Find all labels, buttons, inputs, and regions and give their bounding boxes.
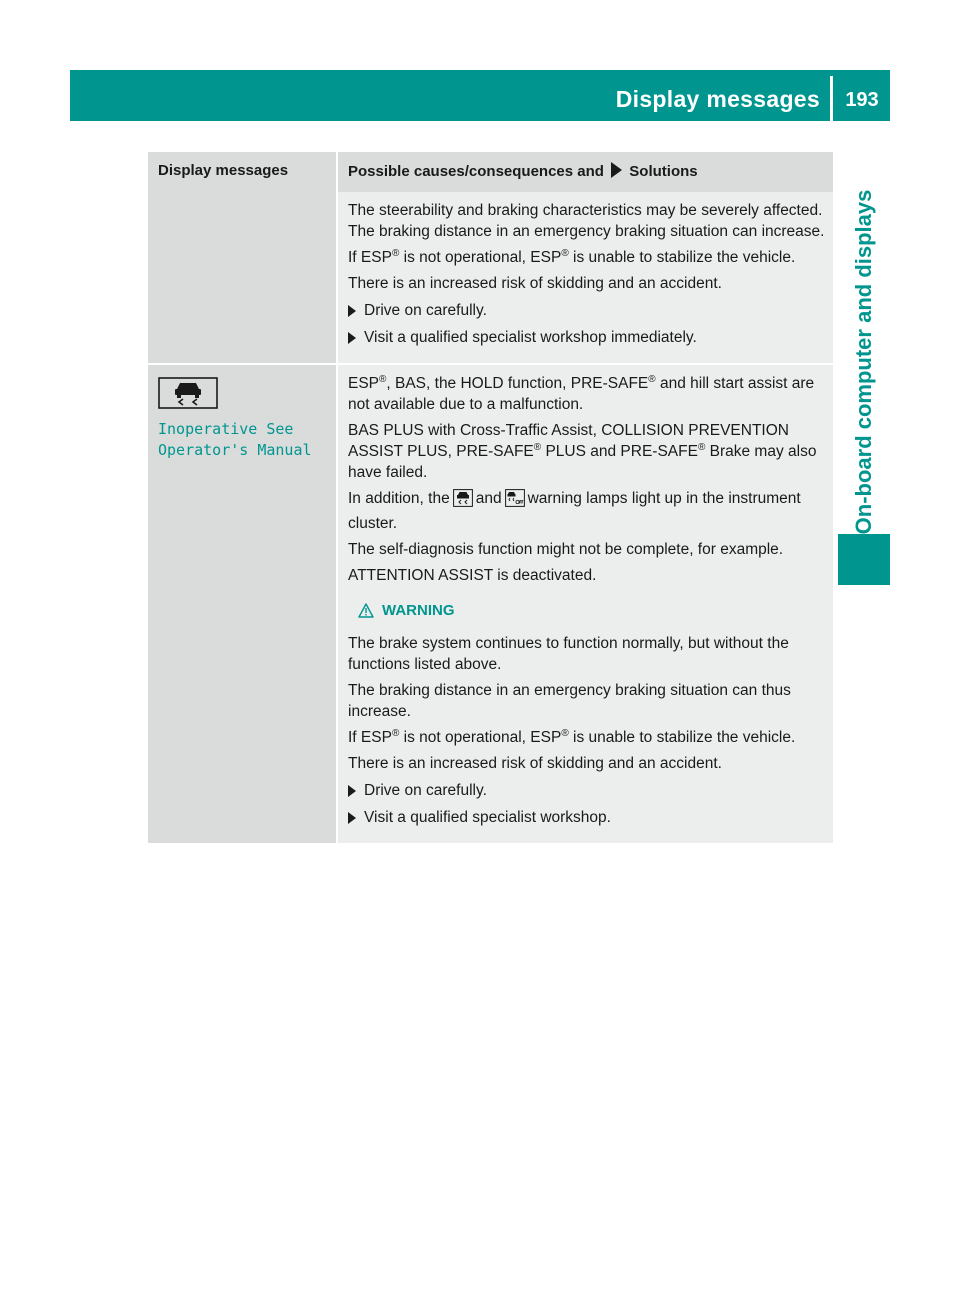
page-title: Display messages (615, 86, 820, 112)
column-header-display-messages: Display messages (148, 152, 336, 192)
arrow-right-icon (611, 162, 622, 178)
side-tab (838, 140, 890, 585)
side-tab-label: On-board computer and displays (851, 189, 876, 535)
column-header-solutions: Solutions (629, 163, 698, 180)
solution-step: Visit a qualified specialist workshop immediately. (348, 327, 829, 348)
paragraph: The braking distance in an emergency braking situation can thus increase. (348, 682, 791, 720)
column-header-causes (336, 152, 833, 192)
arrow-right-icon (348, 785, 356, 797)
causes-cell (336, 192, 833, 365)
paragraph: BAS PLUS with Cross-Traffic Assist, COLLISION PREVENTION ASSIST PLUS, PRE-SAFE® PLUS and PRE-SAFE® Brake may also have failed. (348, 422, 817, 481)
column-header-causes-prefix: Possible causes/consequences and (348, 163, 604, 180)
paragraph: If ESP® is not operational, ESP® is unable to stabilize the vehicle. (348, 247, 796, 266)
page-number: 193 (845, 89, 879, 111)
arrow-right-icon (348, 332, 356, 344)
solution-step: Drive on carefully. (348, 780, 829, 801)
arrow-right-icon (348, 812, 356, 824)
solution-step: Visit a qualified specialist workshop. (348, 807, 829, 828)
solution-step: Drive on carefully. (348, 300, 829, 321)
causes-cell (336, 365, 833, 843)
display-message-cell (148, 192, 336, 365)
esp-skid-icon (158, 377, 328, 415)
paragraph: In addition, the and warning lamps light up in the instrument cluster. (348, 490, 801, 532)
display-message-line1: Inoperative See (158, 420, 294, 438)
table-row (148, 365, 833, 843)
table-row (148, 192, 833, 365)
paragraph: There is an increased risk of skidding and an accident. (348, 275, 722, 292)
paragraph: There is an increased risk of skidding and an accident. (348, 755, 722, 772)
table-header-row (148, 152, 833, 192)
paragraph: The self-diagnosis function might not be complete, for example. (348, 541, 784, 558)
paragraph: If ESP® is not operational, ESP® is unable to stabilize the vehicle. (348, 727, 796, 746)
side-marker (838, 534, 890, 585)
display-message-cell (148, 365, 336, 843)
warning-heading (348, 600, 829, 621)
esp-skid-icon (453, 489, 473, 513)
paragraph: ESP®, BAS, the HOLD function, PRE-SAFE® and hill start assist are not available due to a malfunction. (348, 373, 815, 413)
header-bar (70, 70, 890, 121)
warning-label: WARNING (382, 602, 455, 619)
warning-triangle-icon (358, 603, 374, 618)
arrow-right-icon (348, 305, 356, 317)
header-divider (830, 76, 833, 121)
paragraph: ATTENTION ASSIST is deactivated. (348, 567, 597, 584)
display-messages-table (148, 152, 833, 843)
paragraph: The steerability and braking characteristics may be severely affected. The braking distance in an emergency braking situation can increase. (348, 202, 825, 240)
paragraph: The brake system continues to function normally, but without the functions listed above. (348, 635, 789, 673)
display-message-line2: Operator's Manual (158, 441, 312, 459)
esp-off-icon (505, 489, 525, 513)
